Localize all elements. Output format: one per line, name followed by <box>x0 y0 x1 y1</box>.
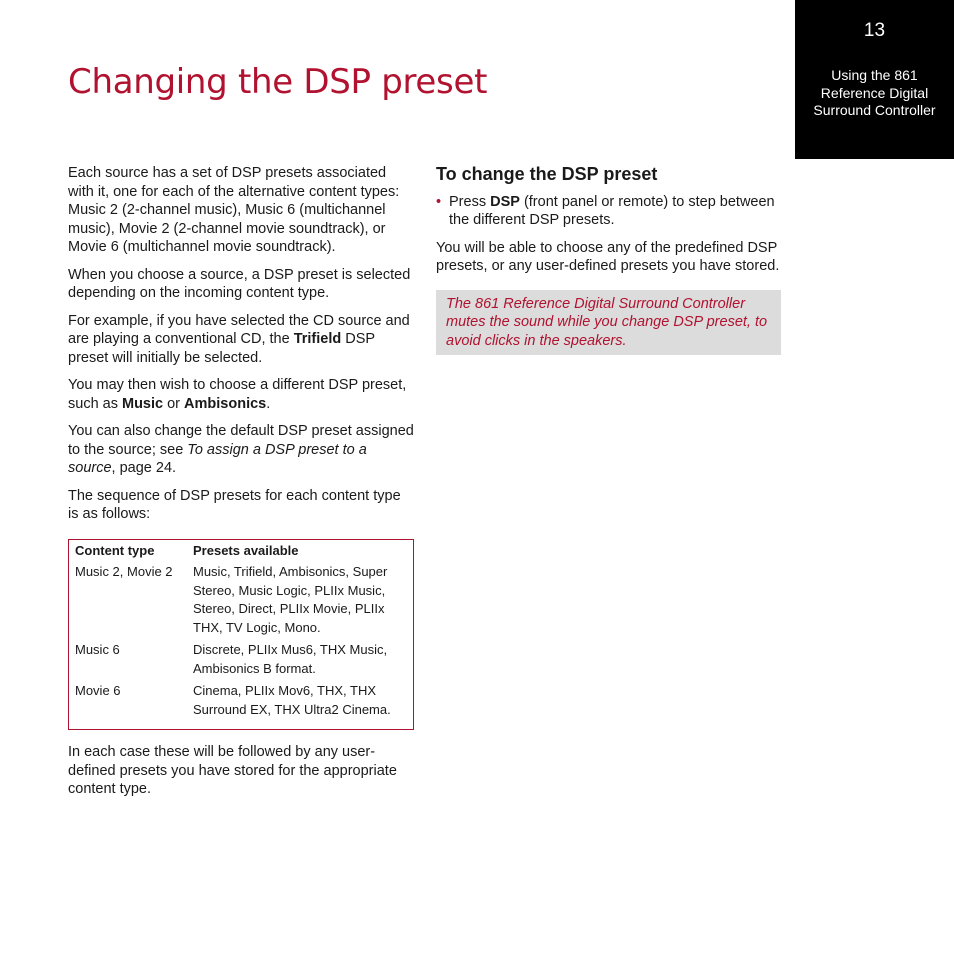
default-preset-paragraph <box>68 422 414 478</box>
choose-paragraph <box>68 376 414 413</box>
music-term: Music <box>122 395 164 412</box>
dsp-button-term: DSP <box>490 193 520 210</box>
example-text-start: For example, if you have selected the CD source and are playing a conventional CD, the <box>68 312 410 347</box>
left-column <box>68 164 414 808</box>
table-row <box>69 561 413 639</box>
procedure-heading: To change the DSP preset <box>436 164 658 184</box>
content-type-cell: Music 6 <box>75 642 120 657</box>
closing-paragraph: In each case these will be followed by any user-defined presets you have stored for the appropriate content type. <box>68 744 397 797</box>
table-row <box>69 639 413 680</box>
intro-paragraph: Each source has a set of DSP presets associated with it, one for each of the alternative content types: Music 2 (2-channel music), Music 6 (multichannel music), Movie 2 (2-channel movie soundtrack), or Movie 6 (multichannel movie soundtrack). <box>68 165 400 255</box>
presets-cell: Discrete, PLIIx Mus6, THX Music, Ambisonics B format. <box>193 642 388 676</box>
column-header-presets: Presets available <box>193 542 299 558</box>
example-text-end: DSP preset will initially be selected. <box>68 331 375 366</box>
step-text <box>449 193 781 230</box>
choose-text-end: . <box>266 395 271 412</box>
ambisonics-term: Ambisonics <box>184 395 267 412</box>
choose-text-start: You may then wish to choose a different DSP preset, such as <box>68 377 407 412</box>
side-tab <box>795 0 954 159</box>
right-column <box>436 164 781 355</box>
bullet-icon: • <box>436 193 442 210</box>
note-box: The 861 Reference Digital Surround Controller mutes the sound while you change DSP preset, to avoid clicks in the speakers. <box>436 290 781 356</box>
procedure-step <box>436 193 781 230</box>
choose-text-mid: or <box>163 395 185 412</box>
example-paragraph <box>68 312 414 368</box>
step-text-start: Press <box>449 193 491 210</box>
column-header-content-type: Content type <box>75 542 155 558</box>
sequence-paragraph: The sequence of DSP presets for each content type is as follows: <box>68 487 401 522</box>
table-row <box>69 680 413 729</box>
page-number: 13 <box>863 20 886 41</box>
table-header-row <box>69 540 413 562</box>
content-type-cell: Music 2, Movie 2 <box>75 564 173 579</box>
section-title: Using the 861 Reference Digital Surround Controller <box>813 67 936 118</box>
trifield-term: Trifield <box>293 331 342 347</box>
choice-paragraph: You will be able to choose any of the predefined DSP presets, or any user-defined presets you have stored. <box>436 239 780 274</box>
step-text-end: (front panel or remote) to step between the different DSP presets. <box>449 193 775 228</box>
cross-reference: To assign a DSP preset to a source <box>68 441 367 476</box>
default-text-end: , page 24. <box>111 460 177 476</box>
default-text-start: You can also change the default DSP preset assigned to the source; see <box>68 423 414 458</box>
content-type-cell: Movie 6 <box>75 683 121 698</box>
preset-table <box>68 539 414 731</box>
selection-paragraph: When you choose a source, a DSP preset is selected depending on the incoming content type. <box>68 266 411 301</box>
presets-cell: Cinema, PLIIx Mov6, THX, THX Surround EX, THX Ultra2 Cinema. <box>193 683 391 717</box>
presets-cell: Music, Trifield, Ambisonics, Super Stereo, Music Logic, PLIIx Music, Stereo, Direct, PLIIx Movie, PLIIx THX, TV Logic, Mono. <box>193 564 388 635</box>
page-title: Changing the DSP preset <box>68 62 488 102</box>
